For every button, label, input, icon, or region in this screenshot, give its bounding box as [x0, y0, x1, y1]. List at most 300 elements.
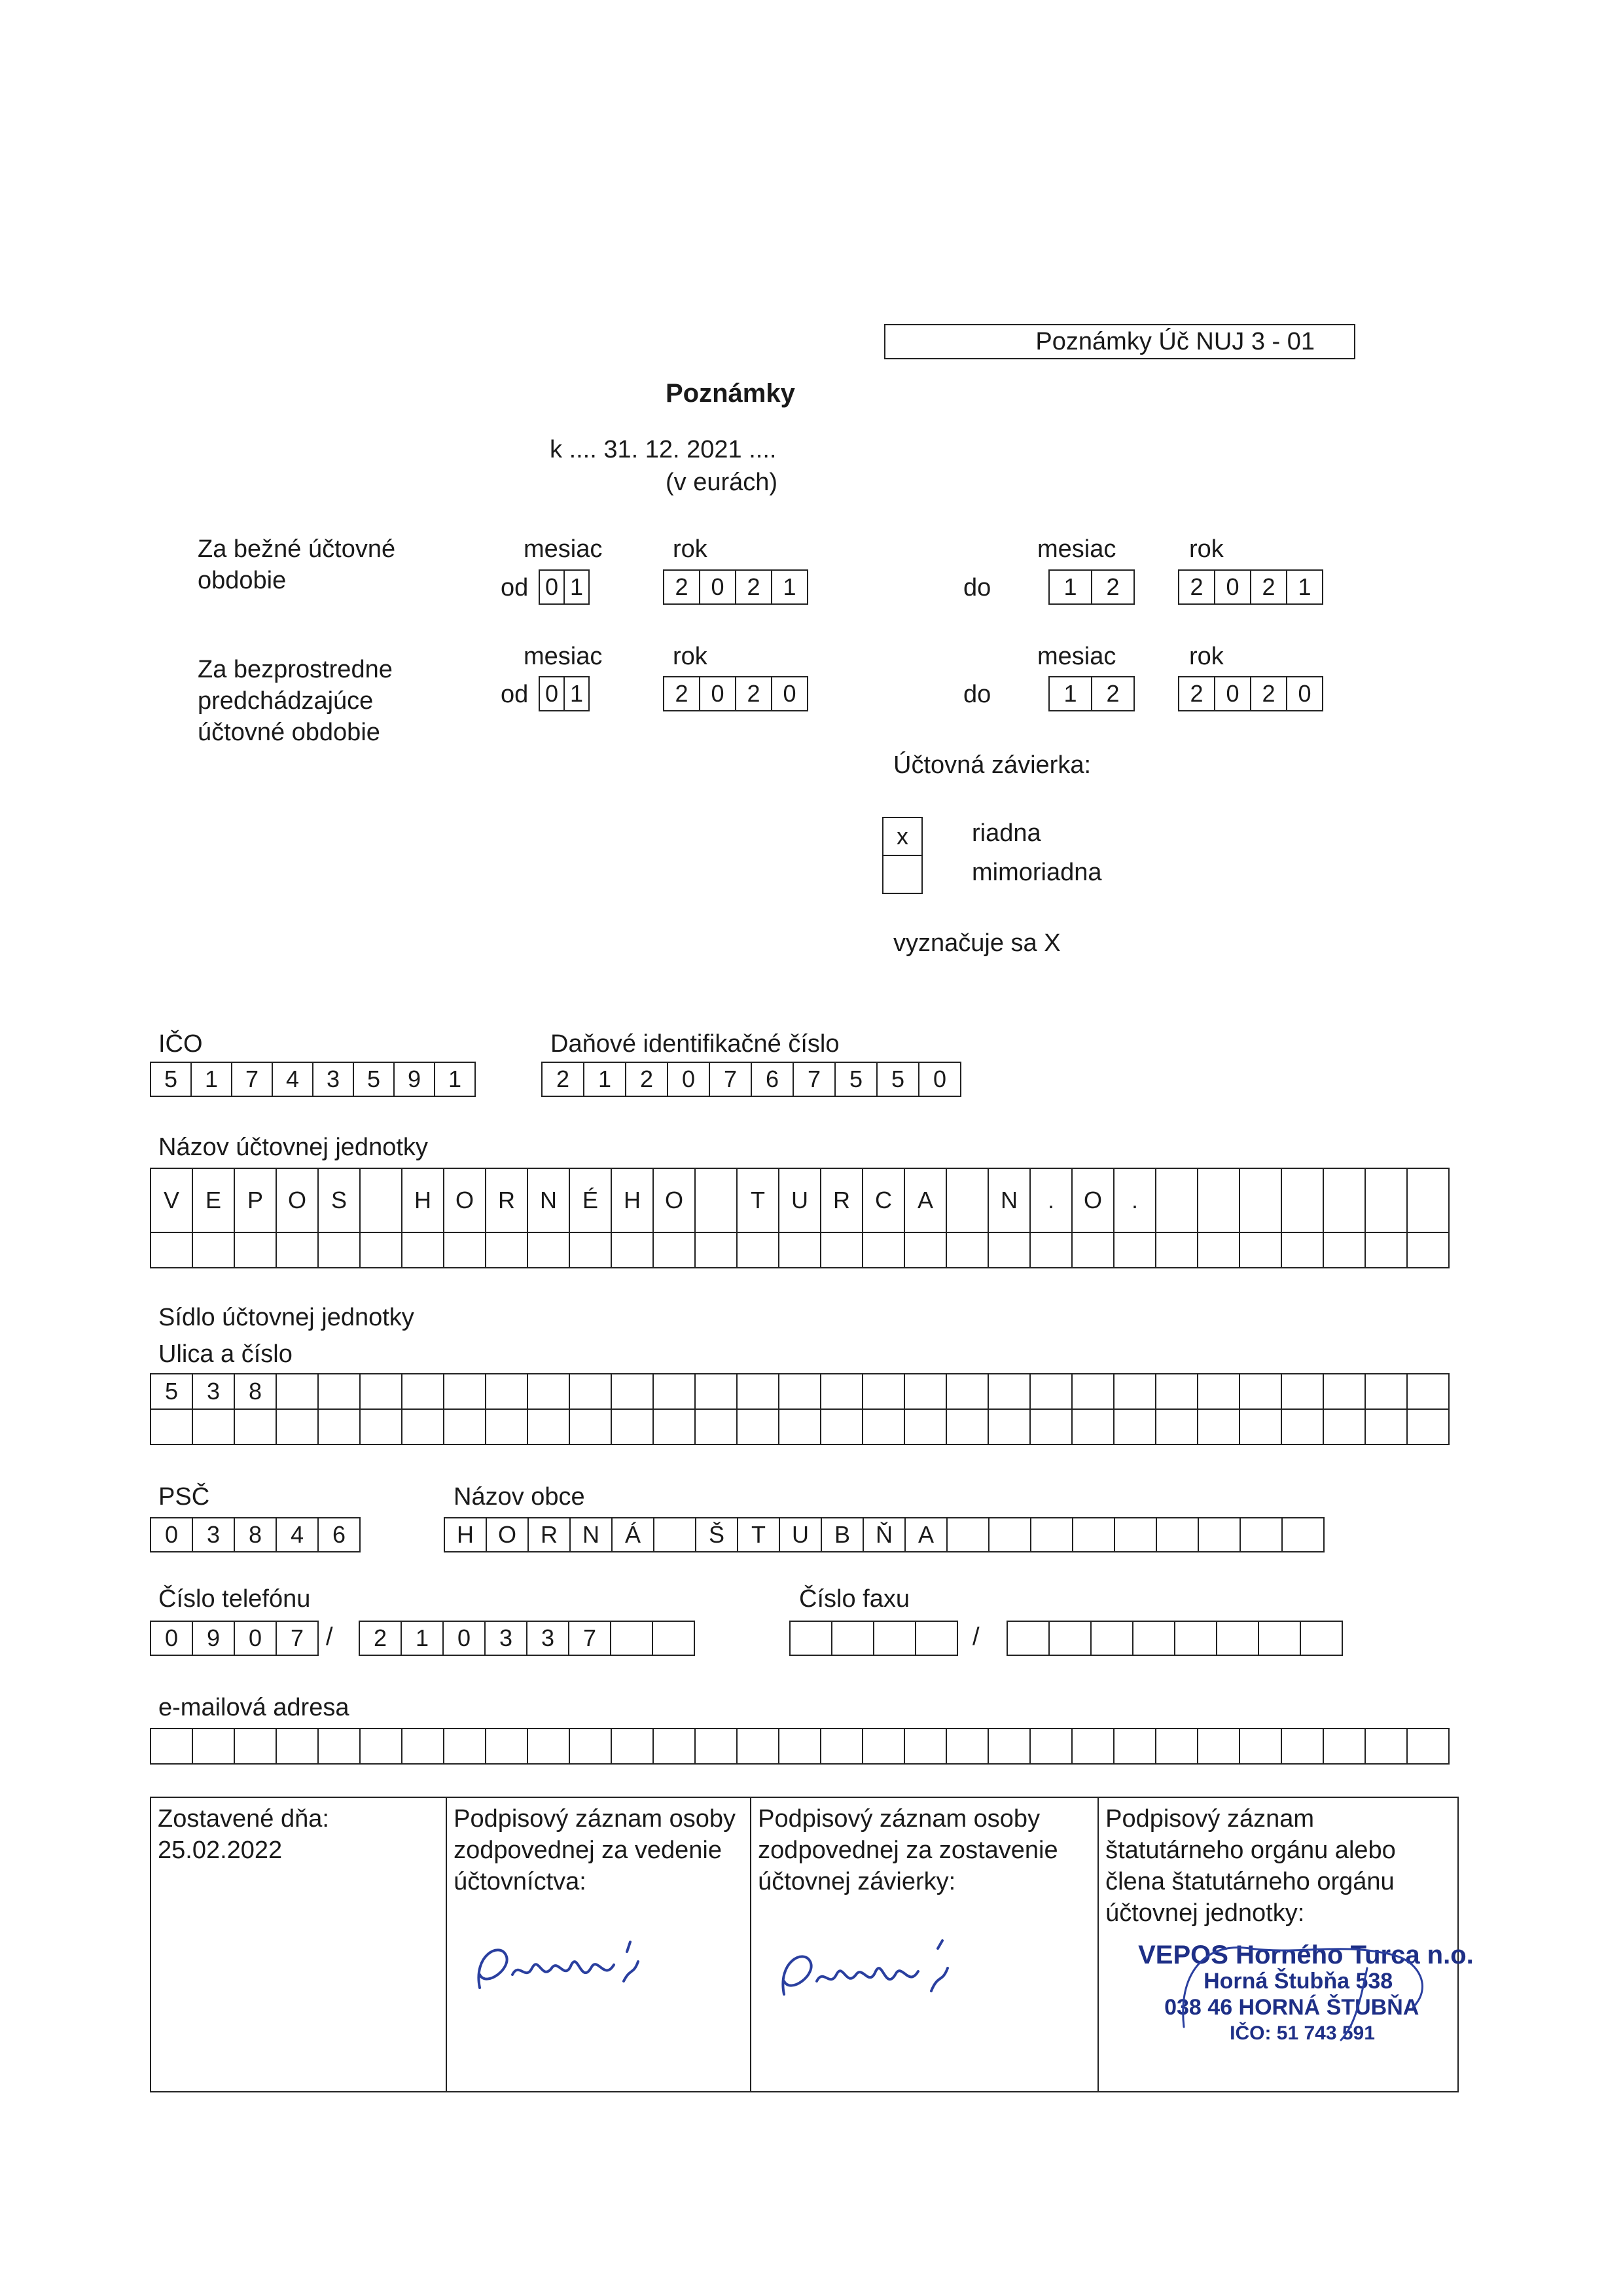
char-box[interactable]: 6: [317, 1517, 361, 1552]
char-box[interactable]: [988, 1408, 1031, 1445]
char-box[interactable]: [611, 1728, 654, 1765]
char-box[interactable]: N: [569, 1517, 613, 1552]
char-box[interactable]: [820, 1408, 863, 1445]
char-box[interactable]: P: [234, 1168, 277, 1233]
char-box[interactable]: [1113, 1408, 1156, 1445]
char-box[interactable]: [1364, 1373, 1408, 1410]
char-box[interactable]: 5: [353, 1062, 395, 1097]
char-box[interactable]: [1174, 1621, 1217, 1656]
form-code: Poznámky Úč NUJ 3 - 01: [1035, 327, 1315, 355]
char-box[interactable]: [317, 1232, 361, 1268]
char-box[interactable]: [1406, 1408, 1450, 1445]
current-from-month: [539, 569, 590, 605]
char-box[interactable]: [988, 1728, 1031, 1765]
char-box[interactable]: [1197, 1408, 1240, 1445]
char-box[interactable]: [317, 1728, 361, 1765]
char-box[interactable]: [611, 1408, 654, 1445]
char-box[interactable]: [736, 1408, 779, 1445]
char-box[interactable]: [694, 1728, 738, 1765]
char-box[interactable]: [862, 1232, 905, 1268]
digit-box[interactable]: 2: [1178, 569, 1215, 605]
char-box[interactable]: [1197, 1232, 1240, 1268]
char-box[interactable]: B: [821, 1517, 864, 1552]
as-of-date: 31. 12. 2021: [603, 436, 742, 463]
char-box[interactable]: [569, 1373, 612, 1410]
char-box[interactable]: 4: [276, 1517, 319, 1552]
char-box[interactable]: Ň: [863, 1517, 906, 1552]
char-box[interactable]: N: [527, 1168, 570, 1233]
current-to-month: [1048, 569, 1135, 605]
char-box[interactable]: [1071, 1373, 1115, 1410]
char-box[interactable]: [1155, 1728, 1198, 1765]
char-box[interactable]: 3: [192, 1517, 235, 1552]
char-box[interactable]: [873, 1621, 916, 1656]
char-box[interactable]: 7: [793, 1062, 836, 1097]
stamp-line-4: IČO: 51 743 591: [1230, 2022, 1375, 2044]
char-box[interactable]: [1281, 1408, 1324, 1445]
char-box[interactable]: [234, 1232, 277, 1268]
handwritten-signature: [1171, 1929, 1446, 2060]
psc-boxes: [150, 1517, 361, 1552]
char-box[interactable]: [317, 1408, 361, 1445]
digit-box[interactable]: 2: [1250, 676, 1287, 711]
digit-box[interactable]: 2: [1250, 569, 1287, 605]
char-box[interactable]: [527, 1728, 570, 1765]
char-box[interactable]: 0: [918, 1062, 961, 1097]
digit-box[interactable]: 2: [663, 569, 700, 605]
char-box[interactable]: [1240, 1517, 1283, 1552]
char-box[interactable]: 7: [568, 1621, 611, 1656]
char-box[interactable]: [611, 1232, 654, 1268]
char-box[interactable]: [401, 1232, 444, 1268]
char-box[interactable]: [652, 1728, 696, 1765]
char-box[interactable]: [736, 1232, 779, 1268]
char-box[interactable]: [1239, 1373, 1282, 1410]
char-box[interactable]: [359, 1728, 402, 1765]
char-box[interactable]: S: [317, 1168, 361, 1233]
current-to-year: [1178, 569, 1323, 605]
char-box[interactable]: V: [150, 1168, 193, 1233]
closing-note: vyznačuje sa X: [893, 929, 1061, 957]
handwritten-signature: [771, 1935, 980, 2014]
char-box[interactable]: [317, 1373, 361, 1410]
char-box[interactable]: [1197, 1168, 1240, 1233]
char-box[interactable]: [1406, 1168, 1450, 1233]
char-box[interactable]: [946, 1408, 989, 1445]
char-box[interactable]: R: [527, 1517, 571, 1552]
char-box[interactable]: 0: [442, 1621, 486, 1656]
char-box[interactable]: 2: [541, 1062, 584, 1097]
char-box[interactable]: [1155, 1168, 1198, 1233]
char-box[interactable]: [1029, 1373, 1073, 1410]
char-box[interactable]: [527, 1373, 570, 1410]
char-box[interactable]: [1114, 1517, 1157, 1552]
char-box[interactable]: [820, 1373, 863, 1410]
char-box[interactable]: [904, 1408, 947, 1445]
char-box[interactable]: .: [1029, 1168, 1073, 1233]
char-box[interactable]: [778, 1728, 821, 1765]
char-box[interactable]: [527, 1408, 570, 1445]
char-box[interactable]: [1029, 1232, 1073, 1268]
char-box[interactable]: [1281, 1517, 1325, 1552]
char-box[interactable]: O: [443, 1168, 486, 1233]
digit-box[interactable]: 0: [539, 676, 565, 711]
char-box[interactable]: [1406, 1373, 1450, 1410]
dic-boxes: [541, 1062, 961, 1097]
char-box[interactable]: 5: [150, 1373, 193, 1410]
char-box[interactable]: U: [779, 1517, 822, 1552]
char-box[interactable]: 9: [393, 1062, 435, 1097]
digit-box[interactable]: 0: [699, 569, 736, 605]
char-box[interactable]: [234, 1408, 277, 1445]
ico-boxes: [150, 1062, 476, 1097]
char-box[interactable]: [1281, 1232, 1324, 1268]
char-box[interactable]: 3: [484, 1621, 527, 1656]
char-box[interactable]: R: [820, 1168, 863, 1233]
char-box[interactable]: [1071, 1408, 1115, 1445]
char-box[interactable]: [904, 1728, 947, 1765]
char-box[interactable]: [359, 1168, 402, 1233]
char-box[interactable]: N: [988, 1168, 1031, 1233]
digit-box[interactable]: 2: [1178, 676, 1215, 711]
rok-label: rok: [1189, 535, 1224, 563]
char-box[interactable]: [1239, 1728, 1282, 1765]
char-box[interactable]: [862, 1408, 905, 1445]
char-box[interactable]: [1030, 1517, 1073, 1552]
char-box[interactable]: T: [736, 1168, 779, 1233]
char-box[interactable]: [611, 1373, 654, 1410]
char-box[interactable]: [192, 1728, 235, 1765]
char-box[interactable]: [652, 1408, 696, 1445]
char-box[interactable]: [1406, 1232, 1450, 1268]
char-box[interactable]: [443, 1232, 486, 1268]
fax-separator: /: [972, 1623, 980, 1651]
char-box[interactable]: A: [904, 1168, 947, 1233]
char-box[interactable]: [904, 1373, 947, 1410]
char-box[interactable]: [485, 1232, 528, 1268]
digit-box[interactable]: 1: [771, 569, 808, 605]
char-box[interactable]: 1: [583, 1062, 626, 1097]
previous-from-year: [663, 676, 808, 711]
char-box[interactable]: 1: [434, 1062, 476, 1097]
char-box[interactable]: [653, 1517, 696, 1552]
char-box[interactable]: [150, 1232, 193, 1268]
char-box[interactable]: [1113, 1728, 1156, 1765]
char-box[interactable]: [778, 1232, 821, 1268]
handwritten-signature: [467, 1929, 663, 2007]
char-box[interactable]: [1364, 1408, 1408, 1445]
char-box[interactable]: [1281, 1168, 1324, 1233]
ico-label: IČO: [158, 1030, 203, 1058]
digit-box[interactable]: 1: [1048, 676, 1092, 711]
municipality-label: Názov obce: [454, 1483, 585, 1511]
char-box[interactable]: 5: [834, 1062, 878, 1097]
char-box[interactable]: [276, 1373, 319, 1410]
char-box[interactable]: [778, 1373, 821, 1410]
char-box[interactable]: [1364, 1232, 1408, 1268]
digit-box[interactable]: 1: [563, 676, 590, 711]
char-box[interactable]: [569, 1232, 612, 1268]
signature-table: [150, 1797, 1474, 2092]
char-box[interactable]: [276, 1408, 319, 1445]
char-box[interactable]: 5: [150, 1062, 192, 1097]
char-box[interactable]: [1072, 1517, 1115, 1552]
digit-box[interactable]: 2: [735, 676, 772, 711]
od-label: od: [501, 574, 529, 601]
char-box[interactable]: 3: [526, 1621, 569, 1656]
char-box[interactable]: [988, 1232, 1031, 1268]
char-box[interactable]: [1239, 1168, 1282, 1233]
char-box[interactable]: [401, 1728, 444, 1765]
digit-box[interactable]: 0: [699, 676, 736, 711]
char-box[interactable]: [736, 1373, 779, 1410]
char-box[interactable]: [862, 1728, 905, 1765]
phone-prefix-boxes: [150, 1621, 319, 1656]
char-box[interactable]: [988, 1373, 1031, 1410]
char-box[interactable]: 3: [192, 1373, 235, 1410]
char-box[interactable]: [915, 1621, 958, 1656]
char-box[interactable]: [820, 1232, 863, 1268]
current-period-label-2: obdobie: [198, 567, 287, 594]
email-boxes: [150, 1728, 1450, 1765]
char-box[interactable]: O: [652, 1168, 696, 1233]
char-box[interactable]: [150, 1728, 193, 1765]
char-box[interactable]: [1406, 1728, 1450, 1765]
char-box[interactable]: [527, 1232, 570, 1268]
char-box[interactable]: [1090, 1621, 1133, 1656]
digit-box[interactable]: 0: [1214, 676, 1251, 711]
char-box[interactable]: 8: [234, 1517, 277, 1552]
char-box[interactable]: [192, 1232, 235, 1268]
entity-name-row-2: [150, 1232, 1450, 1268]
closing-signature-label: Podpisový záznam osoby zodpovednej za zostavenie účtovnej závierky:: [758, 1805, 1058, 1895]
char-box[interactable]: [569, 1728, 612, 1765]
char-box[interactable]: 4: [272, 1062, 313, 1097]
char-box[interactable]: [1197, 1728, 1240, 1765]
mesiac-label: mesiac: [1037, 535, 1116, 563]
char-box[interactable]: [988, 1517, 1031, 1552]
char-box[interactable]: [276, 1728, 319, 1765]
char-box[interactable]: C: [862, 1168, 905, 1233]
digit-box[interactable]: 2: [663, 676, 700, 711]
closing-heading: Účtovná závierka:: [893, 751, 1092, 779]
char-box[interactable]: 0: [234, 1621, 277, 1656]
char-box[interactable]: [1323, 1408, 1366, 1445]
extraordinary-checkbox[interactable]: [882, 855, 923, 894]
char-box[interactable]: 5: [876, 1062, 919, 1097]
char-box[interactable]: Š: [695, 1517, 738, 1552]
char-box[interactable]: H: [611, 1168, 654, 1233]
char-box[interactable]: 6: [751, 1062, 794, 1097]
char-box[interactable]: [569, 1408, 612, 1445]
char-box[interactable]: [1048, 1621, 1092, 1656]
char-box[interactable]: [1156, 1517, 1199, 1552]
char-box[interactable]: É: [569, 1168, 612, 1233]
char-box[interactable]: R: [485, 1168, 528, 1233]
char-box[interactable]: [1364, 1728, 1408, 1765]
digit-box[interactable]: 2: [1091, 569, 1135, 605]
char-box[interactable]: [694, 1232, 738, 1268]
char-box[interactable]: [1113, 1373, 1156, 1410]
char-box[interactable]: .: [1113, 1168, 1156, 1233]
char-box[interactable]: [946, 1373, 989, 1410]
seat-label: Sídlo účtovnej jednotky: [158, 1304, 414, 1331]
municipality-boxes: [444, 1517, 1325, 1552]
previous-to-month: [1048, 676, 1135, 711]
char-box[interactable]: [831, 1621, 874, 1656]
char-box[interactable]: [652, 1373, 696, 1410]
digit-box[interactable]: 1: [1286, 569, 1323, 605]
digit-box[interactable]: 1: [563, 569, 590, 605]
as-of-dots-right: ....: [749, 436, 777, 463]
current-from-year: [663, 569, 808, 605]
phone-separator: /: [326, 1623, 333, 1651]
char-box[interactable]: [150, 1408, 193, 1445]
char-box[interactable]: [485, 1728, 528, 1765]
char-box[interactable]: [1300, 1621, 1343, 1656]
char-box[interactable]: [652, 1621, 695, 1656]
char-box[interactable]: [904, 1232, 947, 1268]
fax-prefix-boxes: [789, 1621, 958, 1656]
char-box[interactable]: [401, 1408, 444, 1445]
char-box[interactable]: [694, 1168, 738, 1233]
char-box[interactable]: [789, 1621, 832, 1656]
char-box[interactable]: [652, 1232, 696, 1268]
char-box[interactable]: Á: [611, 1517, 654, 1552]
digit-box[interactable]: 0: [1214, 569, 1251, 605]
mesiac-label: mesiac: [524, 643, 603, 670]
char-box[interactable]: 0: [150, 1517, 193, 1552]
char-box[interactable]: [1364, 1168, 1408, 1233]
psc-label: PSČ: [158, 1483, 210, 1511]
char-box[interactable]: [946, 1728, 989, 1765]
street-row-2: [150, 1408, 1450, 1445]
char-box[interactable]: [234, 1728, 277, 1765]
street-row-1: [150, 1373, 1450, 1410]
char-box[interactable]: 8: [234, 1373, 277, 1410]
digit-box[interactable]: 2: [735, 569, 772, 605]
char-box[interactable]: E: [192, 1168, 235, 1233]
char-box[interactable]: A: [904, 1517, 948, 1552]
char-box[interactable]: [276, 1232, 319, 1268]
char-box[interactable]: [610, 1621, 653, 1656]
char-box[interactable]: 7: [709, 1062, 752, 1097]
char-box[interactable]: [1113, 1232, 1156, 1268]
char-box[interactable]: [820, 1728, 863, 1765]
digit-box[interactable]: 2: [1091, 676, 1135, 711]
digit-box[interactable]: 0: [539, 569, 565, 605]
char-box[interactable]: 2: [359, 1621, 402, 1656]
char-box[interactable]: [443, 1408, 486, 1445]
char-box[interactable]: [359, 1408, 402, 1445]
compiled-on-date: 25.02.2022: [158, 1837, 283, 1864]
char-box[interactable]: [192, 1408, 235, 1445]
char-box[interactable]: [1323, 1373, 1366, 1410]
page-title: Poznámky: [666, 379, 795, 408]
char-box[interactable]: 7: [231, 1062, 273, 1097]
char-box[interactable]: [1323, 1728, 1366, 1765]
char-box[interactable]: [1071, 1232, 1115, 1268]
street-label: Ulica a číslo: [158, 1340, 293, 1368]
char-box[interactable]: O: [486, 1517, 529, 1552]
char-box[interactable]: [443, 1728, 486, 1765]
char-box[interactable]: H: [401, 1168, 444, 1233]
char-box[interactable]: [1155, 1373, 1198, 1410]
stamp-line-3: 038 46 HORNÁ ŠTUBŇA: [1164, 1995, 1419, 2020]
char-box[interactable]: [1281, 1728, 1324, 1765]
regular-checkbox[interactable]: x: [882, 817, 923, 856]
char-box[interactable]: [1239, 1232, 1282, 1268]
char-box[interactable]: [736, 1728, 779, 1765]
current-period-label-1: Za bežné účtovné: [198, 535, 396, 563]
char-box[interactable]: [1155, 1232, 1198, 1268]
char-box[interactable]: [1198, 1517, 1241, 1552]
char-box[interactable]: [946, 1232, 989, 1268]
dic-label: Daňové identifikačné číslo: [550, 1030, 840, 1058]
char-box[interactable]: [359, 1373, 402, 1410]
char-box[interactable]: 1: [190, 1062, 232, 1097]
char-box[interactable]: [694, 1373, 738, 1410]
char-box[interactable]: T: [737, 1517, 780, 1552]
digit-box[interactable]: 1: [1048, 569, 1092, 605]
char-box[interactable]: [1216, 1621, 1259, 1656]
char-box[interactable]: [1281, 1373, 1324, 1410]
char-box[interactable]: [1071, 1728, 1115, 1765]
phone-number-boxes: [359, 1621, 695, 1656]
char-box[interactable]: [1323, 1232, 1366, 1268]
digit-box[interactable]: 0: [771, 676, 808, 711]
char-box[interactable]: O: [276, 1168, 319, 1233]
char-box[interactable]: [485, 1408, 528, 1445]
char-box[interactable]: [946, 1168, 989, 1233]
char-box[interactable]: [1239, 1408, 1282, 1445]
stamp-line-2: Horná Štubňa 538: [1204, 1969, 1393, 1994]
char-box[interactable]: [1323, 1168, 1366, 1233]
char-box[interactable]: [1197, 1373, 1240, 1410]
regular-label: riadna: [972, 819, 1041, 847]
char-box[interactable]: [401, 1373, 444, 1410]
char-box[interactable]: [946, 1517, 990, 1552]
as-of-prefix: k: [550, 436, 562, 463]
char-box[interactable]: [1007, 1621, 1050, 1656]
entity-name-row-1: [150, 1168, 1450, 1233]
previous-period-label-1: Za bezprostredne: [198, 656, 393, 683]
char-box[interactable]: 7: [276, 1621, 319, 1656]
char-box[interactable]: 3: [312, 1062, 354, 1097]
char-box[interactable]: O: [1071, 1168, 1115, 1233]
char-box[interactable]: [485, 1373, 528, 1410]
char-box[interactable]: U: [778, 1168, 821, 1233]
char-box[interactable]: [359, 1232, 402, 1268]
char-box[interactable]: [1029, 1408, 1073, 1445]
char-box[interactable]: 0: [667, 1062, 710, 1097]
char-box[interactable]: 0: [150, 1621, 193, 1656]
char-box[interactable]: [1155, 1408, 1198, 1445]
char-box[interactable]: H: [444, 1517, 487, 1552]
char-box[interactable]: [1258, 1621, 1301, 1656]
char-box[interactable]: [862, 1373, 905, 1410]
char-box[interactable]: 1: [401, 1621, 444, 1656]
char-box[interactable]: [443, 1373, 486, 1410]
char-box[interactable]: [778, 1408, 821, 1445]
char-box[interactable]: [1132, 1621, 1175, 1656]
digit-box[interactable]: 0: [1286, 676, 1323, 711]
char-box[interactable]: 2: [625, 1062, 668, 1097]
accounting-signature-label: Podpisový záznam osoby zodpovednej za vedenie účtovníctva:: [454, 1805, 736, 1895]
char-box[interactable]: [1029, 1728, 1073, 1765]
char-box[interactable]: [694, 1408, 738, 1445]
char-box[interactable]: 9: [192, 1621, 235, 1656]
